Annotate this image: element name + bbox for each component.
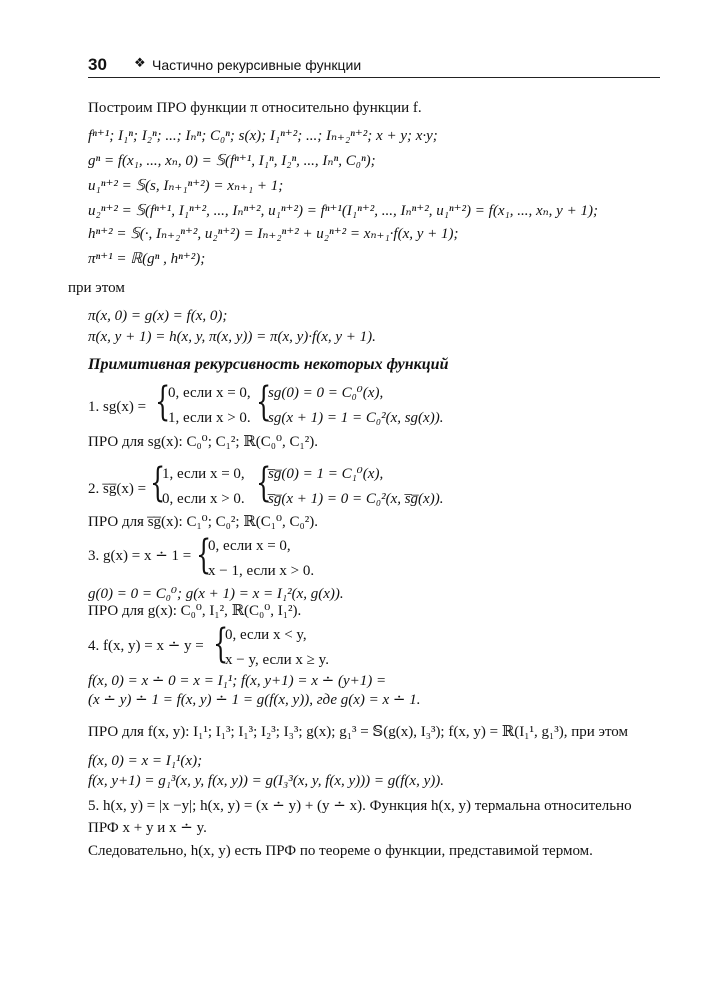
formula-line: hⁿ⁺² = 𝕊(·, Iₙ₊₂ⁿ⁺², u₂ⁿ⁺²) = Iₙ₊₂ⁿ⁺² + u₂ⁿ⁺² = xₙ₊₁·f(x, y + 1); [88, 226, 459, 242]
formula-line: f(x, y+1) = g₁³(x, y, f(x, y)) = g(I₃³(x, y, f(x, y))) = g(f(x, y)). [88, 773, 444, 789]
formula-line: π(x, 0) = g(x) = f(x, 0); [88, 308, 228, 324]
page-number: 30 [88, 55, 107, 74]
left-brace: { [155, 379, 171, 425]
left-brace: { [196, 532, 212, 578]
section-heading: Примитивная рекурсивность некоторых функций [88, 356, 449, 373]
item-lhs: 1. sg(x) = [88, 399, 147, 415]
formula-line: π(x, y + 1) = h(x, y, π(x, y)) = π(x, y)·f(x, y + 1). [88, 329, 376, 345]
recursion-line: sg(x + 1) = 1 = C₀²(x, sg(x)). [268, 410, 444, 426]
formula-line: g(0) = 0 = C₀⁰; g(x + 1) = x = I₁²(x, g(x)). [88, 586, 344, 602]
case-line: x − y, если x ≥ y. [225, 652, 329, 668]
paragraph: 5. h(x, y) = |x −y|; h(x, y) = (x ∸ y) + (y ∸ x). Функция h(x, y) термальна относительно ПРФ x + y и x ∸ y. [88, 798, 632, 836]
ornament-icon: ❖ [134, 56, 146, 71]
left-brace: { [256, 460, 272, 506]
formula-line: (x ∸ y) ∸ 1 = f(x, y) ∸ 1 = g(f(x, y)), где g(x) = x ∸ 1. [88, 692, 421, 708]
item-lhs: 3. g(x) = x ∸ 1 = [88, 548, 192, 564]
running-header [88, 55, 660, 78]
case-line: 1, если x > 0. [168, 410, 251, 426]
case-line: x − 1, если x > 0. [208, 563, 315, 579]
recursion-line: s̅g̅(x + 1) = 0 = C₀²(x, s̅g̅(x)). [268, 491, 444, 507]
formula-line: πⁿ⁺¹ = ℝ(gⁿ , hⁿ⁺²); [88, 251, 206, 267]
pro-line: ПРО для g(x): C₀⁰, I₁², ℝ(C₀⁰, I₁²). [88, 603, 302, 619]
case-line: 1, если x = 0, [162, 466, 245, 482]
left-brace: { [150, 460, 166, 506]
formula-line: fⁿ⁺¹; I₁ⁿ; I₂ⁿ; ...; Iₙⁿ; C₀ⁿ; s(x); I₁ⁿ⁺²; ...; Iₙ₊₂ⁿ⁺²; x + y; x·y; [88, 128, 438, 144]
pro-line: ПРО для f(x, y): I₁¹; I₁³; I₁³; I₂³; I₃³; g(x); g₁³ = 𝕊(g(x), I₃³); f(x, y) = ℝ(I₁¹, g₁³), при этом [88, 724, 629, 740]
formula-line: gⁿ = f(x₁, ..., xₙ, 0) = 𝕊(fⁿ⁺¹, I₁ⁿ, I₂ⁿ, ..., Iₙⁿ, C₀ⁿ); [88, 153, 376, 169]
left-brace: { [256, 379, 272, 425]
formula-line: f(x, 0) = x ∸ 0 = x = I₁¹; f(x, y+1) = x ∸ (y+1) = [88, 673, 387, 689]
intro-line: Построим ПРО функции π относительно функции f. [88, 100, 422, 116]
conclusion: Следовательно, h(x, y) есть ПРФ по теореме о функции, представимой термом. [88, 843, 593, 859]
left-brace: { [213, 621, 229, 667]
formula-line: f(x, 0) = x = I₁¹(x); [88, 753, 203, 769]
item-lhs: 4. f(x, y) = x ∸ y = [88, 638, 204, 654]
formula-line: u₂ⁿ⁺² = 𝕊(fⁿ⁺¹, I₁ⁿ⁺², ..., Iₙⁿ⁺², u₁ⁿ⁺²) = fⁿ⁺¹(I₁ⁿ⁺², ..., Iₙⁿ⁺², u₁ⁿ⁺²) = f(x₁, ..., xₙ, y + 1); [88, 203, 598, 219]
pro-line: ПРО для s̅g̅(x): C₁⁰; C₀²; ℝ(C₁⁰, C₀²). [88, 514, 318, 530]
recursion-line: sg(0) = 0 = C₀⁰(x), [268, 385, 384, 401]
case-line: 0, если x > 0. [162, 491, 245, 507]
chapter-title: Частично рекурсивные функции [152, 57, 362, 73]
recursion-line: s̅g̅(0) = 1 = C₁⁰(x), [268, 466, 384, 482]
case-line: 0, если x = 0, [208, 538, 291, 554]
formula-line: u₁ⁿ⁺² = 𝕊(s, Iₙ₊₁ⁿ⁺²) = xₙ₊₁ + 1; [88, 178, 284, 194]
item-lhs: 2. s̅g̅(x) = [88, 481, 147, 497]
case-line: 0, если x < y, [225, 627, 307, 643]
case-line: 0, если x = 0, [168, 385, 251, 401]
text-line: при этом [68, 280, 125, 296]
pro-line: ПРО для sg(x): C₀⁰; C₁²; ℝ(C₀⁰, C₁²). [88, 434, 318, 450]
